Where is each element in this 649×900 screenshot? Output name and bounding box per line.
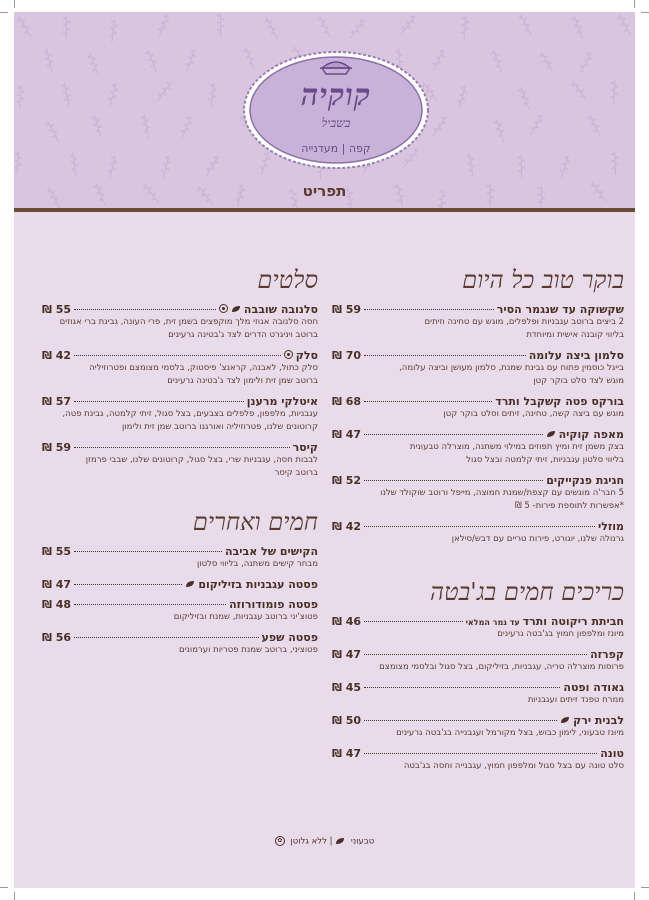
lavender-sprig bbox=[140, 114, 152, 139]
menu-item-name: איטלקי מרענן bbox=[246, 395, 318, 408]
menu-item bbox=[332, 428, 624, 467]
menu-item-description: פטוצ'יני ברוטב עגבניות, שמנת ובזיליקום bbox=[173, 612, 318, 622]
dot-leader bbox=[364, 401, 492, 402]
menu-item-price: 50 ₪ bbox=[332, 714, 362, 727]
dot-leader bbox=[74, 637, 258, 638]
menu-item-description: גרנולה שלנו, יוגורט, פירות טריים עם דבש/סילאן bbox=[451, 534, 624, 544]
menu-item-name: גאודה ופטה bbox=[563, 681, 624, 694]
menu-item-name: מאפה קוקיה bbox=[558, 428, 624, 441]
lavender-sprig bbox=[16, 85, 25, 110]
menu-item bbox=[42, 441, 318, 480]
lavender-sprig bbox=[430, 48, 448, 73]
lavender-sprig bbox=[586, 113, 603, 138]
menu-item-line bbox=[332, 714, 624, 727]
menu-item-description: ממרח טפנד זיתים ועגבניות bbox=[527, 695, 624, 705]
menu-item-name: הקישים של אביבה bbox=[224, 545, 318, 558]
gluten-free-icon bbox=[284, 350, 293, 359]
leaf-icon bbox=[546, 430, 556, 438]
menu-item-price: 55 ₪ bbox=[42, 545, 72, 558]
lavender-sprig bbox=[90, 113, 105, 138]
menu-item bbox=[332, 648, 624, 674]
menu-item-description: 5 חבר'ה מוגשים עם קצפת/שמנת חמוצה, מייפל ורוטב שוקולד שלנו bbox=[380, 488, 624, 498]
menu-item-description: מבחר קישים משתנה, בליווי סלטון bbox=[196, 559, 318, 569]
breakfast-list bbox=[332, 303, 624, 546]
menu-item-description: *אפשרות לתוספת פירות- 5 ₪ bbox=[515, 501, 624, 511]
menu-item-line bbox=[332, 395, 624, 408]
dot-leader bbox=[364, 720, 557, 721]
menu-item-description: סלק כתול, לאבנה, קראנצ' פיסטוק, בלסמי מצומצם ופטרוזיליה bbox=[89, 363, 318, 373]
lavender-sprig bbox=[616, 13, 634, 38]
lavender-sprig bbox=[490, 48, 505, 73]
menu-item-price: 46 ₪ bbox=[332, 615, 362, 628]
menu-item bbox=[42, 303, 318, 342]
lavender-sprig bbox=[347, 17, 368, 41]
lavender-sprig bbox=[398, 13, 418, 37]
menu-item-price: 57 ₪ bbox=[42, 395, 72, 408]
lavender-sprig bbox=[611, 151, 620, 175]
menu-item-line bbox=[42, 441, 318, 454]
menu-item bbox=[332, 681, 624, 707]
lavender-sprig bbox=[155, 13, 171, 38]
menu-item-description: פטוציני, ברוטב שמנת פטריות וערמונים bbox=[178, 645, 318, 655]
brand-tagline: קפה | מעדנייה bbox=[301, 142, 371, 155]
lavender-sprig bbox=[455, 85, 469, 110]
lavender-sprig bbox=[183, 48, 199, 73]
menu-item-description: חסה סלנובה אגוזי מלך מוקפצים בשמן זית, פרי העונה, גבינת ברי אגוזים bbox=[59, 317, 318, 327]
menu-item-line bbox=[332, 303, 624, 316]
menu-item-description: בצק משמן זית ומיץ תפוזים במילוי משתנה, מוצרלה טבעונית bbox=[409, 442, 624, 452]
menu-item-price: 45 ₪ bbox=[332, 681, 362, 694]
lavender-sprig bbox=[16, 15, 35, 40]
lavender-sprig bbox=[517, 13, 534, 38]
menu-item-name: חביתת ריקוטה ותרד bbox=[522, 615, 624, 628]
menu-item-name: חגיגת פנקייקים bbox=[546, 474, 624, 487]
lavender-sprig bbox=[558, 154, 573, 179]
lavender-sprig bbox=[159, 154, 172, 179]
menu-item bbox=[42, 578, 318, 591]
menu-item bbox=[42, 631, 318, 657]
menu-item-name: סלמון ביצה עלומה bbox=[528, 349, 624, 362]
menu-item-description: ברוטב קיסר bbox=[274, 468, 318, 478]
lavender-sprig bbox=[610, 80, 619, 104]
menu-item-description: בליווי סלטון עגבניות, זיתי קלמטה ובצל סגול bbox=[466, 455, 624, 465]
menu-item bbox=[332, 303, 624, 342]
menu-item-price: 59 ₪ bbox=[332, 303, 362, 316]
menu-item-line bbox=[332, 349, 624, 362]
menu-item-line bbox=[332, 681, 624, 694]
menu-item-line bbox=[42, 545, 318, 558]
menu-item-line bbox=[42, 578, 318, 591]
dot-leader bbox=[364, 480, 543, 481]
dot-leader bbox=[364, 355, 526, 356]
left-column bbox=[42, 257, 318, 664]
leaf-icon bbox=[335, 837, 345, 845]
dot-leader bbox=[364, 621, 462, 622]
lavender-sprig bbox=[569, 79, 590, 103]
section-title-breakfast: בוקר טוב כל היום bbox=[462, 266, 624, 294]
lavender-sprig bbox=[538, 50, 556, 75]
section-title-salads: סלטים bbox=[257, 266, 318, 294]
menu-item-description: מוגש עם ביצה קשה, טחינה, זיתים וסלט בוקר קטן bbox=[443, 409, 624, 419]
menu-item-line bbox=[42, 598, 318, 611]
menu-item-line bbox=[332, 648, 624, 661]
menu-item-name: פסטה פומודורוזה bbox=[229, 598, 318, 611]
lavender-sprig bbox=[43, 48, 55, 73]
menu-item-name: פסטה שפע bbox=[261, 631, 318, 644]
menu-item-price: 56 ₪ bbox=[42, 631, 72, 644]
menu-item-description: מיונז טבעוני, לימון כבוש, בצל מקורמל ועגבנייה בג'בטה גרעינים bbox=[396, 728, 624, 738]
menu-item bbox=[332, 747, 624, 773]
menu-page bbox=[14, 12, 635, 888]
menu-item-price: 55 ₪ bbox=[42, 303, 72, 316]
menu-item-line bbox=[332, 747, 624, 760]
menu-item-price: 59 ₪ bbox=[42, 441, 72, 454]
leaf-icon bbox=[560, 716, 570, 724]
dot-leader bbox=[364, 753, 597, 754]
lavender-sprig bbox=[106, 154, 119, 179]
menu-item bbox=[332, 615, 624, 641]
menu-item bbox=[332, 520, 624, 546]
menu-item bbox=[42, 598, 318, 624]
dot-leader bbox=[74, 309, 216, 310]
lavender-sprig bbox=[106, 82, 120, 107]
menu-item-line bbox=[332, 520, 624, 533]
menu-item-description: פרוסות מוצרלה טריה, עגבניות, בזיליקום, בצל סגול ובלסמי מצומצם bbox=[379, 662, 624, 672]
dot-leader bbox=[74, 355, 281, 356]
lavender-sprig bbox=[108, 19, 119, 44]
menu-item-name: טונה bbox=[600, 747, 624, 760]
gluten-free-icon: ✿ bbox=[275, 836, 285, 846]
menu-item-description: סלט טונה עם בצל סגול ומלפפון חמוץ, עגבנייה וחסה בג'בטה bbox=[403, 761, 624, 771]
menu-item-description: עגבניות, מלפפון, פלפלים בצבעים, בצל סגול, זיתי קלמטה, גבינת פטה, bbox=[62, 409, 318, 419]
lavender-sprig bbox=[44, 119, 62, 144]
menu-item-line bbox=[332, 615, 624, 628]
menu-item-description: ברוטב שמן זית ולימון לצד ג'בטינה גרעינים bbox=[167, 376, 318, 386]
menu-item-price: 47 ₪ bbox=[332, 747, 362, 760]
brand-name: קוקיה bbox=[301, 78, 371, 113]
lavender-sprig bbox=[61, 82, 73, 107]
menu-item-name: שקשוקה עד שנגמר הסיר bbox=[496, 303, 624, 316]
lavender-sprig bbox=[217, 13, 225, 37]
lavender-sprig bbox=[466, 153, 477, 178]
lavender-sprig bbox=[154, 80, 174, 104]
vegan-label: טבעוני bbox=[350, 836, 375, 847]
menu-item-description: מיונז ומלפפון חמוץ בג'בטה גרעינים bbox=[497, 629, 624, 639]
legend-separator: | bbox=[329, 836, 333, 847]
menu-item-name: פסטה עגבניות בזיליקום bbox=[198, 578, 318, 591]
dot-leader bbox=[364, 526, 595, 527]
menu-item-name: לבנית ירק bbox=[573, 714, 624, 727]
dot-leader bbox=[364, 654, 587, 655]
dot-leader bbox=[74, 401, 244, 402]
menu-item-name: קיסר bbox=[292, 441, 318, 454]
menu-item-line bbox=[332, 474, 624, 487]
lavender-sprig bbox=[203, 154, 222, 178]
dot-leader bbox=[74, 447, 289, 448]
menu-item-description: מוגש לצד סלט בוקר קטן bbox=[533, 376, 624, 386]
menu-title: תפריט bbox=[302, 182, 347, 200]
menu-item bbox=[42, 349, 318, 388]
menu-item-price: 42 ₪ bbox=[42, 349, 72, 362]
menu-item bbox=[332, 395, 624, 421]
menu-item-name: סלק bbox=[295, 349, 318, 362]
dot-leader bbox=[364, 434, 543, 435]
menu-item-line bbox=[42, 631, 318, 644]
menu-item-price: 47 ₪ bbox=[332, 648, 362, 661]
menu-item-description: קרוטונים שלנו, פטרוזיליה ואורגנו ברוטב שמן זית ולימון bbox=[122, 422, 318, 432]
baguette-list bbox=[332, 615, 624, 773]
gluten-free-label: ללא גלוטן bbox=[290, 836, 327, 847]
lavender-sprig bbox=[14, 151, 22, 175]
lavender-sprig bbox=[62, 16, 70, 40]
dot-leader bbox=[74, 584, 182, 585]
lavender-sprig bbox=[527, 113, 546, 138]
menu-item-line bbox=[42, 349, 318, 362]
lavender-sprig bbox=[493, 118, 508, 143]
lavender-sprig bbox=[178, 115, 194, 140]
dot-leader bbox=[364, 309, 494, 310]
menu-item-price: 70 ₪ bbox=[332, 349, 362, 362]
dot-leader bbox=[74, 604, 226, 605]
menu-item-name: בורקס פטה קשקבל ותרד bbox=[495, 395, 624, 408]
lavender-sprig bbox=[577, 50, 595, 75]
menu-item-note: עד גמר המלאי bbox=[465, 618, 520, 627]
dot-leader bbox=[74, 551, 222, 552]
menu-item bbox=[332, 714, 624, 740]
lavender-sprig bbox=[144, 48, 160, 73]
lavender-sprig bbox=[518, 154, 526, 178]
menu-item-description: ברוטב ויניגרט הדרים לצד ג'בטינה גרעינים bbox=[168, 330, 318, 340]
header-divider bbox=[14, 208, 635, 212]
lavender-sprig bbox=[634, 52, 635, 77]
leaf-icon bbox=[185, 580, 195, 588]
brand-subtitle: בשביל bbox=[321, 116, 351, 130]
menu-item-line bbox=[42, 395, 318, 408]
lavender-sprig bbox=[86, 52, 102, 77]
lavender-sprig bbox=[69, 152, 79, 177]
menu-item-price: 47 ₪ bbox=[42, 578, 72, 591]
hot-list bbox=[42, 545, 318, 657]
lavender-sprig bbox=[263, 16, 281, 41]
lavender-sprig bbox=[430, 115, 450, 139]
section-title-baguette: כריכים חמים בג'בטה bbox=[430, 578, 624, 606]
menu-item bbox=[332, 474, 624, 513]
menu-item-price: 68 ₪ bbox=[332, 395, 362, 408]
gluten-free-icon bbox=[219, 304, 228, 313]
lavender-sprig bbox=[460, 15, 469, 39]
lavender-sprig bbox=[570, 14, 586, 39]
menu-item bbox=[332, 349, 624, 388]
menu-item-name: קפרזה bbox=[590, 648, 624, 661]
menu-item-price: 48 ₪ bbox=[42, 598, 72, 611]
lavender-sprig bbox=[517, 86, 533, 111]
menu-item-line bbox=[42, 303, 318, 316]
section-title-hot: חמים ואחרים bbox=[192, 508, 318, 536]
lavender-sprig bbox=[207, 82, 217, 107]
lavender-sprig bbox=[316, 14, 333, 39]
menu-item-price: 42 ₪ bbox=[332, 520, 362, 533]
menu-item-description: 2 ביצים ברוטב עגבניות ופלפלים, מוגש עם טחינה וזיתים bbox=[424, 317, 624, 327]
footer-legend bbox=[14, 836, 635, 847]
menu-item-description: לבבות חסה, עגבניות שרי, בצל סגול, קרוטונים שלנו, שבבי פרמזן bbox=[85, 455, 318, 465]
menu-item bbox=[42, 395, 318, 434]
menu-item bbox=[42, 545, 318, 571]
menu-item-price: 47 ₪ bbox=[332, 428, 362, 441]
menu-item-description: בייגל כוסמין פתוח עם גבינת שמנת, סלמון מעושן וביצה עלומה, bbox=[399, 363, 624, 373]
menu-item-line bbox=[332, 428, 624, 441]
menu-item-price: 52 ₪ bbox=[332, 474, 362, 487]
leaf-icon bbox=[231, 305, 241, 313]
dot-leader bbox=[364, 687, 560, 688]
menu-item-description: בליווי קובנה אישית ומיוחדת bbox=[526, 330, 624, 340]
menu-item-name: סלנובה שובבה bbox=[243, 303, 318, 316]
right-column bbox=[332, 257, 624, 780]
menu-item-name: מוזלי bbox=[597, 520, 624, 533]
salads-list bbox=[42, 303, 318, 480]
